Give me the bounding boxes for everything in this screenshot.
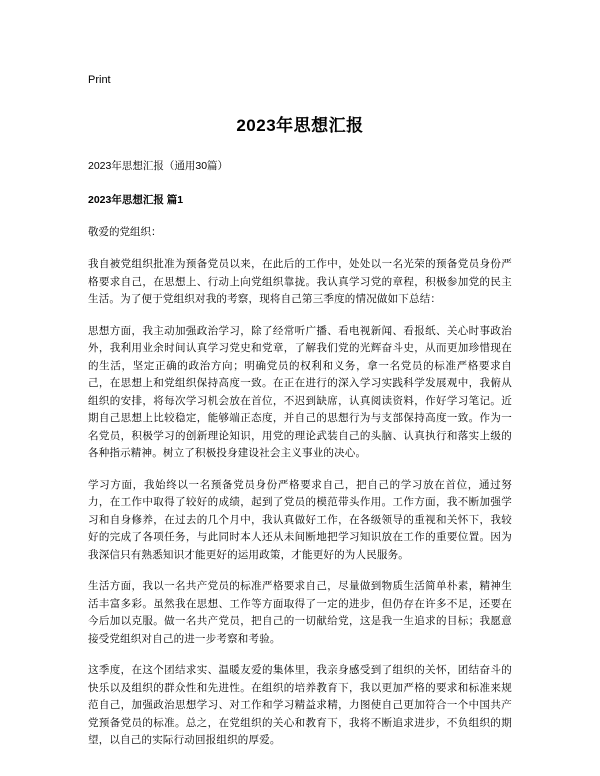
body-paragraph: 我自被党组织批准为预备党员以来，在此后的工作中，处处以一名光荣的预备党员身份严格要求自己，在思想上、行动上向党组织靠拢。我认真学习党的章程，积极参加党的民主生活。为了便于党组织对我的考察，现将自己第三季度的情况做如下总结： (88, 258, 512, 305)
body-paragraph: 学习方面，我始终以一名预备党员身份严格要求自己，把自己的学习放在首位，通过努力，在工作中取得了较好的成绩，起到了党员的模范带头作用。工作方面，我不断加强学习和自身修养，在过去的几个月中，我认真做好工作，在各级领导的重视和关怀下，我较好的完成了各项任务，与此同时本人还从未间断地把学习知识放在工作的重要位置。因为我深信只有熟悉知识才能更好的运用政策，才能更好的为人民服务。 (88, 478, 512, 561)
body-paragraph: 生活方面，我以一名共产党员的标准严格要求自己，尽量做到物质生活简单朴素，精神生活丰富多彩。虽然我在思想、工作等方面取得了一定的进步，但仍存在许多不足，还要在今后加以克服。做一名共产党员，把自己的一切献给党，这是我一生追求的目标；我愿意接受党组织对自己的进一步考察和考验。 (88, 580, 512, 645)
section-heading: 2023年思想汇报 篇1 (88, 194, 184, 206)
print-button[interactable]: Print (88, 74, 111, 86)
body-paragraph: 这季度，在这个团结求实、温暖友爱的集体里，我亲身感受到了组织的关怀，团结奋斗的快乐以及组织的群众性和先进性。在组织的培养教育下，我以更加严格的要求和标准来规范自己，加强政治思想学习、对工作和学习精益求精，力图使自己更加符合一个中国共产党预备党员的标准。总之，在党组织的关心和教育下，我将不断追求进步，不负组织的期望，以自己的实际行动回报组织的厚爱。 (88, 664, 512, 746)
salutation: 敬爱的党组织： (88, 226, 162, 238)
body-paragraph: 思想方面，我主动加强政治学习，除了经常听广播、看电视新闻、看报纸、关心时事政治外，我利用业余时间认真学习党史和党章，了解我们党的光辉奋斗史，从而更加珍惜现在的生活，坚定正确的政治方向；明确党员的权利和义务，拿一名党员的标准严格要求自己，在思想上和党组织保持高度一致。在正在进行的深入学习实践科学发展观中，我俯从组织的安排，将每次学习机会放在首位，不迟到缺席，认真阅读资料，作好学习笔记。近期自己思想上比较稳定，能够端正态度，并自己的思想行为与支部保持高度一致。作为一名党员，积极学习的创新理论知识，用党的理论武装自己的头脑、认真执行和落实上级的各种指示精神。树立了积极投身建设社会主义事业的决心。 (88, 324, 512, 459)
document-subtitle: 2023年思想汇报（通用30篇） (88, 160, 229, 172)
page-title: 2023年思想汇报 (236, 116, 364, 135)
